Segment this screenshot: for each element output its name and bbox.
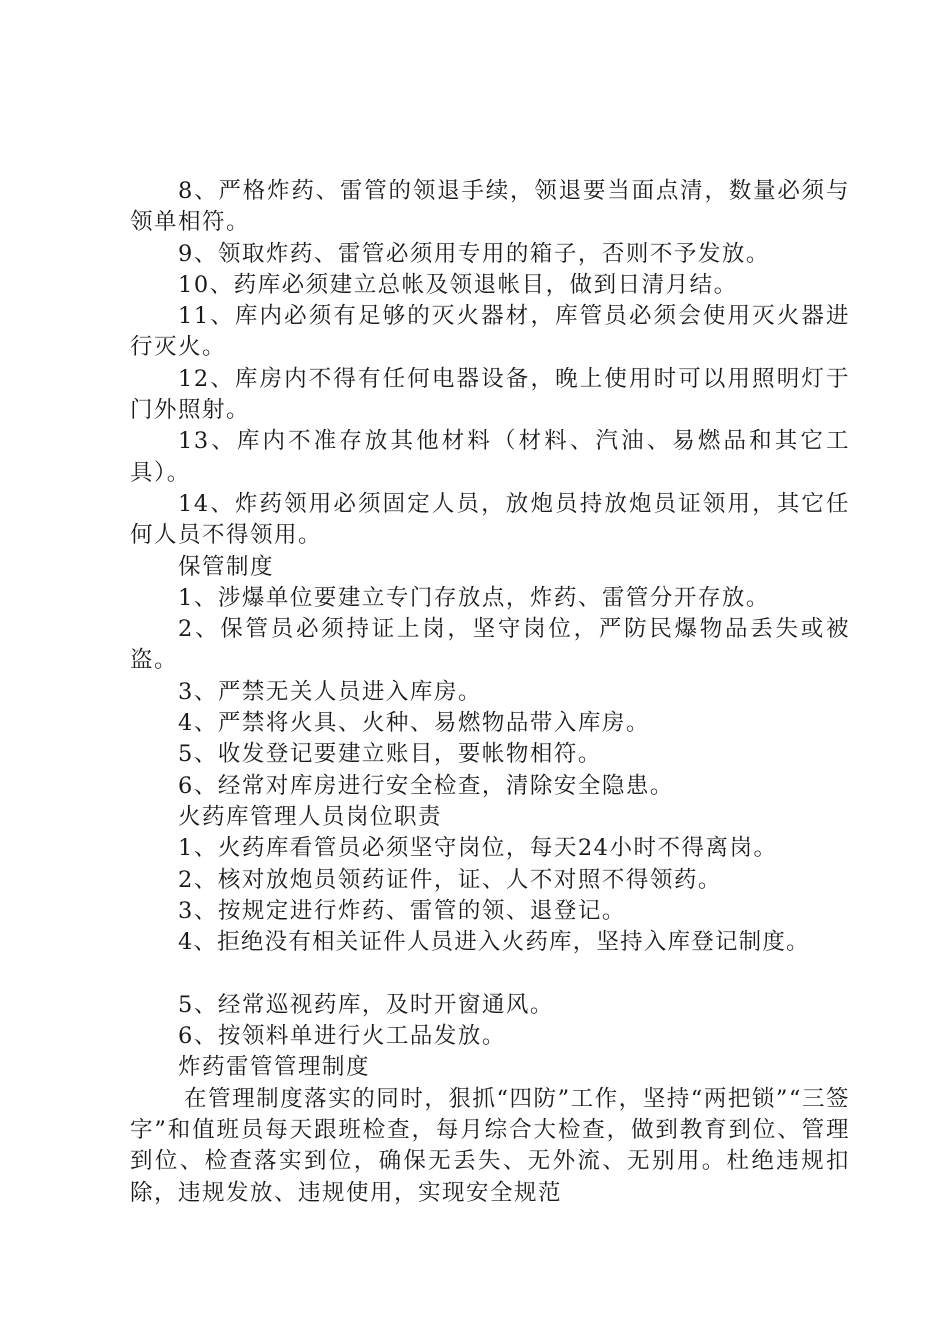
storage-item-5: 5、收发登记要建立账目，要帐物相符。 — [178, 741, 602, 768]
storage-item-6: 6、经常对库房进行安全检查，清除安全隐患。 — [178, 772, 674, 799]
section-heading-storage: 保管制度 — [178, 553, 275, 580]
paragraph-item-12: 12、库房内不得有任何电器设备，晚上使用时可以用照明灯于门外照射。 — [130, 365, 850, 424]
duties-item-1: 1、火药库看管员必须坚守岗位，每天24小时不得离岗。 — [178, 835, 778, 862]
paragraph-item-8: 8、严格炸药、雷管的领退手续，领退要当面点清，数量必须与领单相符。 — [130, 178, 850, 236]
document-page — [130, 176, 850, 1209]
duties-item-3: 3、按规定进行炸药、雷管的领、退登记。 — [178, 897, 626, 924]
storage-item-2: 2、保管员必须持证上岗，坚守岗位，严防民爆物品丢失或被盗。 — [130, 616, 850, 674]
paragraph-item-10: 10、药库必须建立总帐及领退帐目，做到日清月结。 — [178, 271, 738, 298]
duties-item-2: 2、核对放炮员领药证件，证、人不对照不得领药。 — [178, 866, 722, 893]
storage-item-1: 1、涉爆单位要建立专门存放点，炸药、雷管分开存放。 — [178, 584, 770, 611]
management-body: 在管理制度落实的同时，狠抓“四防”工作，坚持“两把锁”“三签字”和值班员每天跟班检查，每月综合大检查，做到教育到位、管理到位、检查落实到位，确保无丢失、无外流、无别用。杜绝违规扣除，违规发放、违规使用，实现安全规范 — [130, 1085, 850, 1206]
storage-item-3: 3、严禁无关人员进入库房。 — [178, 678, 482, 705]
paragraph-item-11: 11、库内必须有足够的灭火器材，库管员必须会使用灭火器进行灭火。 — [130, 303, 850, 361]
storage-item-4: 4、严禁将火具、火种、易燃物品带入库房。 — [178, 710, 650, 737]
section-heading-duties: 火药库管理人员岗位职责 — [178, 803, 443, 830]
paragraph-item-13: 13、库内不准存放其他材料（材料、汽油、易燃品和其它工具）。 — [130, 428, 850, 486]
duties-item-5: 5、经常巡视药库，及时开窗通风。 — [178, 991, 554, 1018]
duties-item-6: 6、按领料单进行火工品发放。 — [178, 1023, 506, 1050]
paragraph-item-14: 14、炸药领用必须固定人员，放炮员持放炮员证领用，其它任何人员不得领用。 — [130, 490, 850, 549]
paragraph-item-9: 9、领取炸药、雷管必须用专用的箱子，否则不予发放。 — [178, 240, 770, 267]
duties-item-4: 4、拒绝没有相关证件人员进入火药库，坚持入库登记制度。 — [178, 929, 810, 956]
section-heading-management: 炸药雷管管理制度 — [178, 1054, 371, 1081]
blank-line — [130, 958, 850, 989]
